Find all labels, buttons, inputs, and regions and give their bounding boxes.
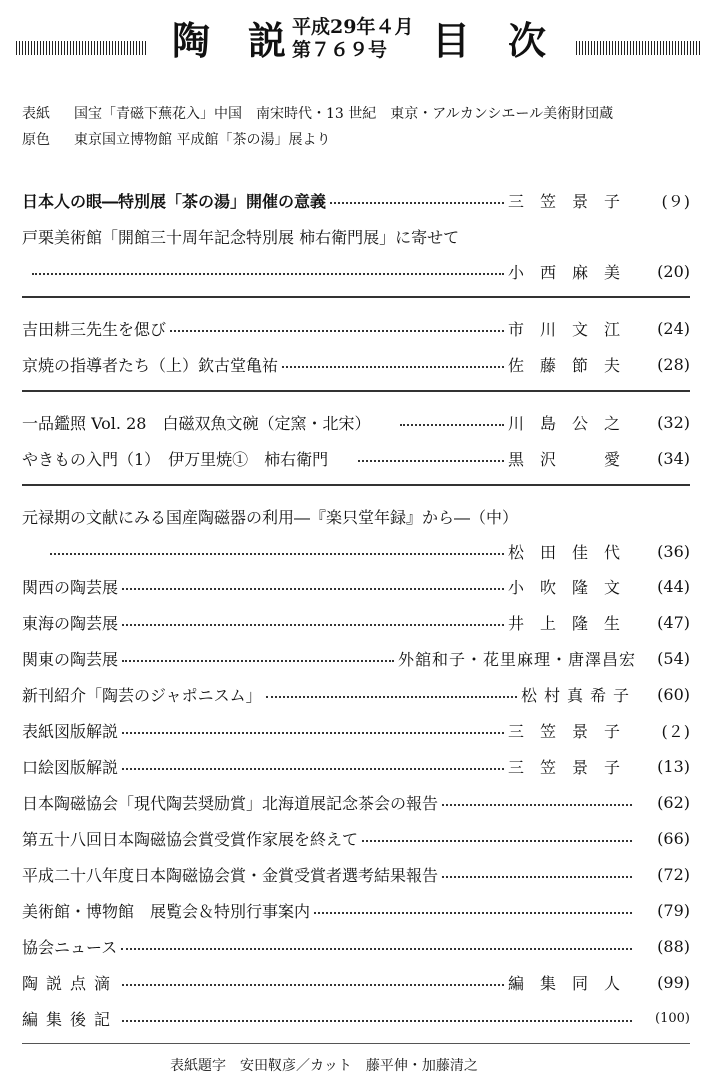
journal-title: 陶 説 <box>172 18 287 63</box>
entry-page: (88) <box>657 936 690 956</box>
toc-entry[interactable] <box>22 498 690 534</box>
toc-entry[interactable] <box>22 820 690 856</box>
toc-entry[interactable] <box>22 218 690 254</box>
entry-page: (72) <box>657 864 690 884</box>
leader-dots <box>400 424 504 426</box>
leader-dots <box>50 553 504 555</box>
entry-title: 吉田耕三先生を偲び <box>22 319 167 339</box>
header-ornament-right <box>576 41 700 55</box>
entry-title: 新刊紹介「陶芸のジャポニスム」 <box>22 685 262 705</box>
entry-title: 京焼の指導者たち（上）欽古堂亀祐 <box>22 355 279 375</box>
issue-info <box>292 16 413 62</box>
toc-entry-continuation <box>22 534 690 568</box>
toc-entry[interactable] <box>22 346 690 382</box>
entry-title: 平成二十八年度日本陶磁協会賞・金賞受賞者選考結果報告 <box>22 865 439 885</box>
color-plate-label: 原色 <box>22 132 50 148</box>
entry-author: 編集同人 <box>507 973 636 993</box>
leader-dots <box>122 984 504 986</box>
entry-title: 陶説点滴 <box>22 973 119 993</box>
toc-entry[interactable] <box>22 784 690 820</box>
entry-title: 美術館・博物館 展覧会＆特別行事案内 <box>22 901 311 921</box>
leader-dots <box>442 804 632 806</box>
entry-author: 川島公之 <box>507 413 636 433</box>
leader-dots <box>122 768 504 770</box>
toc-entry-continuation <box>22 254 690 288</box>
contents-title: 目 次 <box>432 18 547 63</box>
leader-dots <box>170 330 504 332</box>
leader-dots <box>330 202 504 204</box>
toc-entry[interactable] <box>22 182 690 218</box>
footer <box>0 1055 713 1077</box>
leader-dots <box>266 696 517 698</box>
cover-line <box>22 101 613 127</box>
entry-page: (34) <box>657 448 690 468</box>
entry-page: (32) <box>657 412 690 432</box>
leader-dots <box>122 1020 632 1022</box>
leader-dots <box>122 624 504 626</box>
header <box>0 10 713 74</box>
cover-info <box>22 101 613 153</box>
toc-entry[interactable] <box>22 568 690 604</box>
entry-page: (44) <box>657 576 690 596</box>
toc-entry[interactable] <box>22 856 690 892</box>
color-plate-description: 東京国立博物館 平成館「茶の湯」展より <box>74 132 331 148</box>
entry-page: (79) <box>657 900 690 920</box>
leader-dots <box>122 732 504 734</box>
entry-title: 戸栗美術館「開館三十周年記念特別展 柿右衛門展」に寄せて <box>22 227 460 247</box>
entry-page: (24) <box>657 318 690 338</box>
entry-author: 松村真希子 <box>520 685 636 705</box>
header-ornament-left <box>16 41 146 55</box>
entry-author: 小西麻美 <box>507 262 636 282</box>
entry-author: 三笠景子 <box>507 191 636 211</box>
toc-entry[interactable] <box>22 640 690 676</box>
cover-description: 国宝「青磁下蕪花入」中国 南宋時代・13 世紀 東京・アルカンシエール美術財団蔵 <box>74 106 614 122</box>
entry-author: 松田佳代 <box>507 542 636 562</box>
entry-page: (99) <box>657 972 690 992</box>
entry-title: 第五十八回日本陶磁協会賞受賞作家展を終えて <box>22 829 359 849</box>
entry-page: (２) <box>661 721 690 741</box>
toc-entry[interactable] <box>22 404 690 440</box>
cover-label: 表紙 <box>22 106 50 122</box>
cover-line <box>22 127 613 153</box>
entry-title: 日本陶磁協会「現代陶芸奨励賞」北海道展記念茶会の報告 <box>22 793 439 813</box>
leader-dots <box>442 876 632 878</box>
entry-author: 佐藤節夫 <box>507 355 636 375</box>
leader-dots <box>282 366 504 368</box>
leader-dots <box>122 660 394 662</box>
toc-entry[interactable] <box>22 1000 690 1036</box>
entry-author: 小吹隆文 <box>507 577 636 597</box>
entry-title: 元禄期の文献にみる国産陶磁器の利用―『楽只堂年録』から―（中） <box>22 507 519 527</box>
toc-entry[interactable] <box>22 892 690 928</box>
footer-divider <box>22 1043 690 1044</box>
toc-entry[interactable] <box>22 964 690 1000</box>
entry-author: 外舘和子・花里麻理・唐澤昌宏 <box>397 649 636 669</box>
entry-page: (28) <box>657 354 690 374</box>
entry-page: (100) <box>655 1010 690 1026</box>
entry-title: 関西の陶芸展 <box>22 577 119 597</box>
entry-title: 日本人の眼―特別展「茶の湯」開催の意義 <box>22 191 327 211</box>
toc-entry[interactable] <box>22 712 690 748</box>
entry-page: (54) <box>657 648 690 668</box>
leader-dots <box>32 273 504 275</box>
credits: 表紙題字 安田靫彦／カット 藤平伸・加藤清之 <box>170 1058 478 1074</box>
entry-title: 表紙図版解説 <box>22 721 119 741</box>
entry-page: (62) <box>657 792 690 812</box>
toc-entry[interactable] <box>22 604 690 640</box>
entry-page: (36) <box>657 541 690 561</box>
entry-page: (20) <box>657 261 690 281</box>
toc-entry[interactable] <box>22 310 690 346</box>
leader-dots <box>122 588 504 590</box>
leader-dots <box>358 460 504 462</box>
section-divider <box>22 296 690 298</box>
entry-page: (９) <box>661 191 690 211</box>
toc-entry[interactable] <box>22 440 690 476</box>
leader-dots <box>121 948 632 950</box>
section-divider <box>22 390 690 392</box>
entry-title: 編集後記 <box>22 1009 119 1029</box>
entry-author: 三笠景子 <box>507 721 636 741</box>
entry-title: 口絵図版解説 <box>22 757 119 777</box>
toc-entry[interactable] <box>22 676 690 712</box>
leader-dots <box>362 840 632 842</box>
toc-entry[interactable] <box>22 748 690 784</box>
issue-date: 平成29年４月 <box>292 16 414 38</box>
entry-page: (66) <box>657 828 690 848</box>
entry-page: (47) <box>657 612 690 632</box>
toc-entry[interactable] <box>22 928 690 964</box>
issue-number: 第７６９号 <box>292 39 388 61</box>
entry-title: 協会ニュース <box>22 937 118 957</box>
entry-title: やきもの入門（1） 伊万里焼① 柿右衛門 <box>22 449 329 469</box>
table-of-contents <box>22 182 690 1036</box>
entry-page: (13) <box>657 756 690 776</box>
entry-title: 関東の陶芸展 <box>22 649 119 669</box>
entry-author: 三笠景子 <box>507 757 636 777</box>
entry-title: 東海の陶芸展 <box>22 613 119 633</box>
entry-page: (60) <box>657 684 690 704</box>
entry-author: 井上隆生 <box>507 613 636 633</box>
entry-title: 一品鑑照 Vol. 28 白磁双魚文碗（定窯・北宋） <box>22 413 371 433</box>
section-divider <box>22 484 690 486</box>
entry-author: 市川文江 <box>507 319 636 339</box>
entry-author: 黒沢 愛 <box>507 449 636 469</box>
leader-dots <box>314 912 632 914</box>
